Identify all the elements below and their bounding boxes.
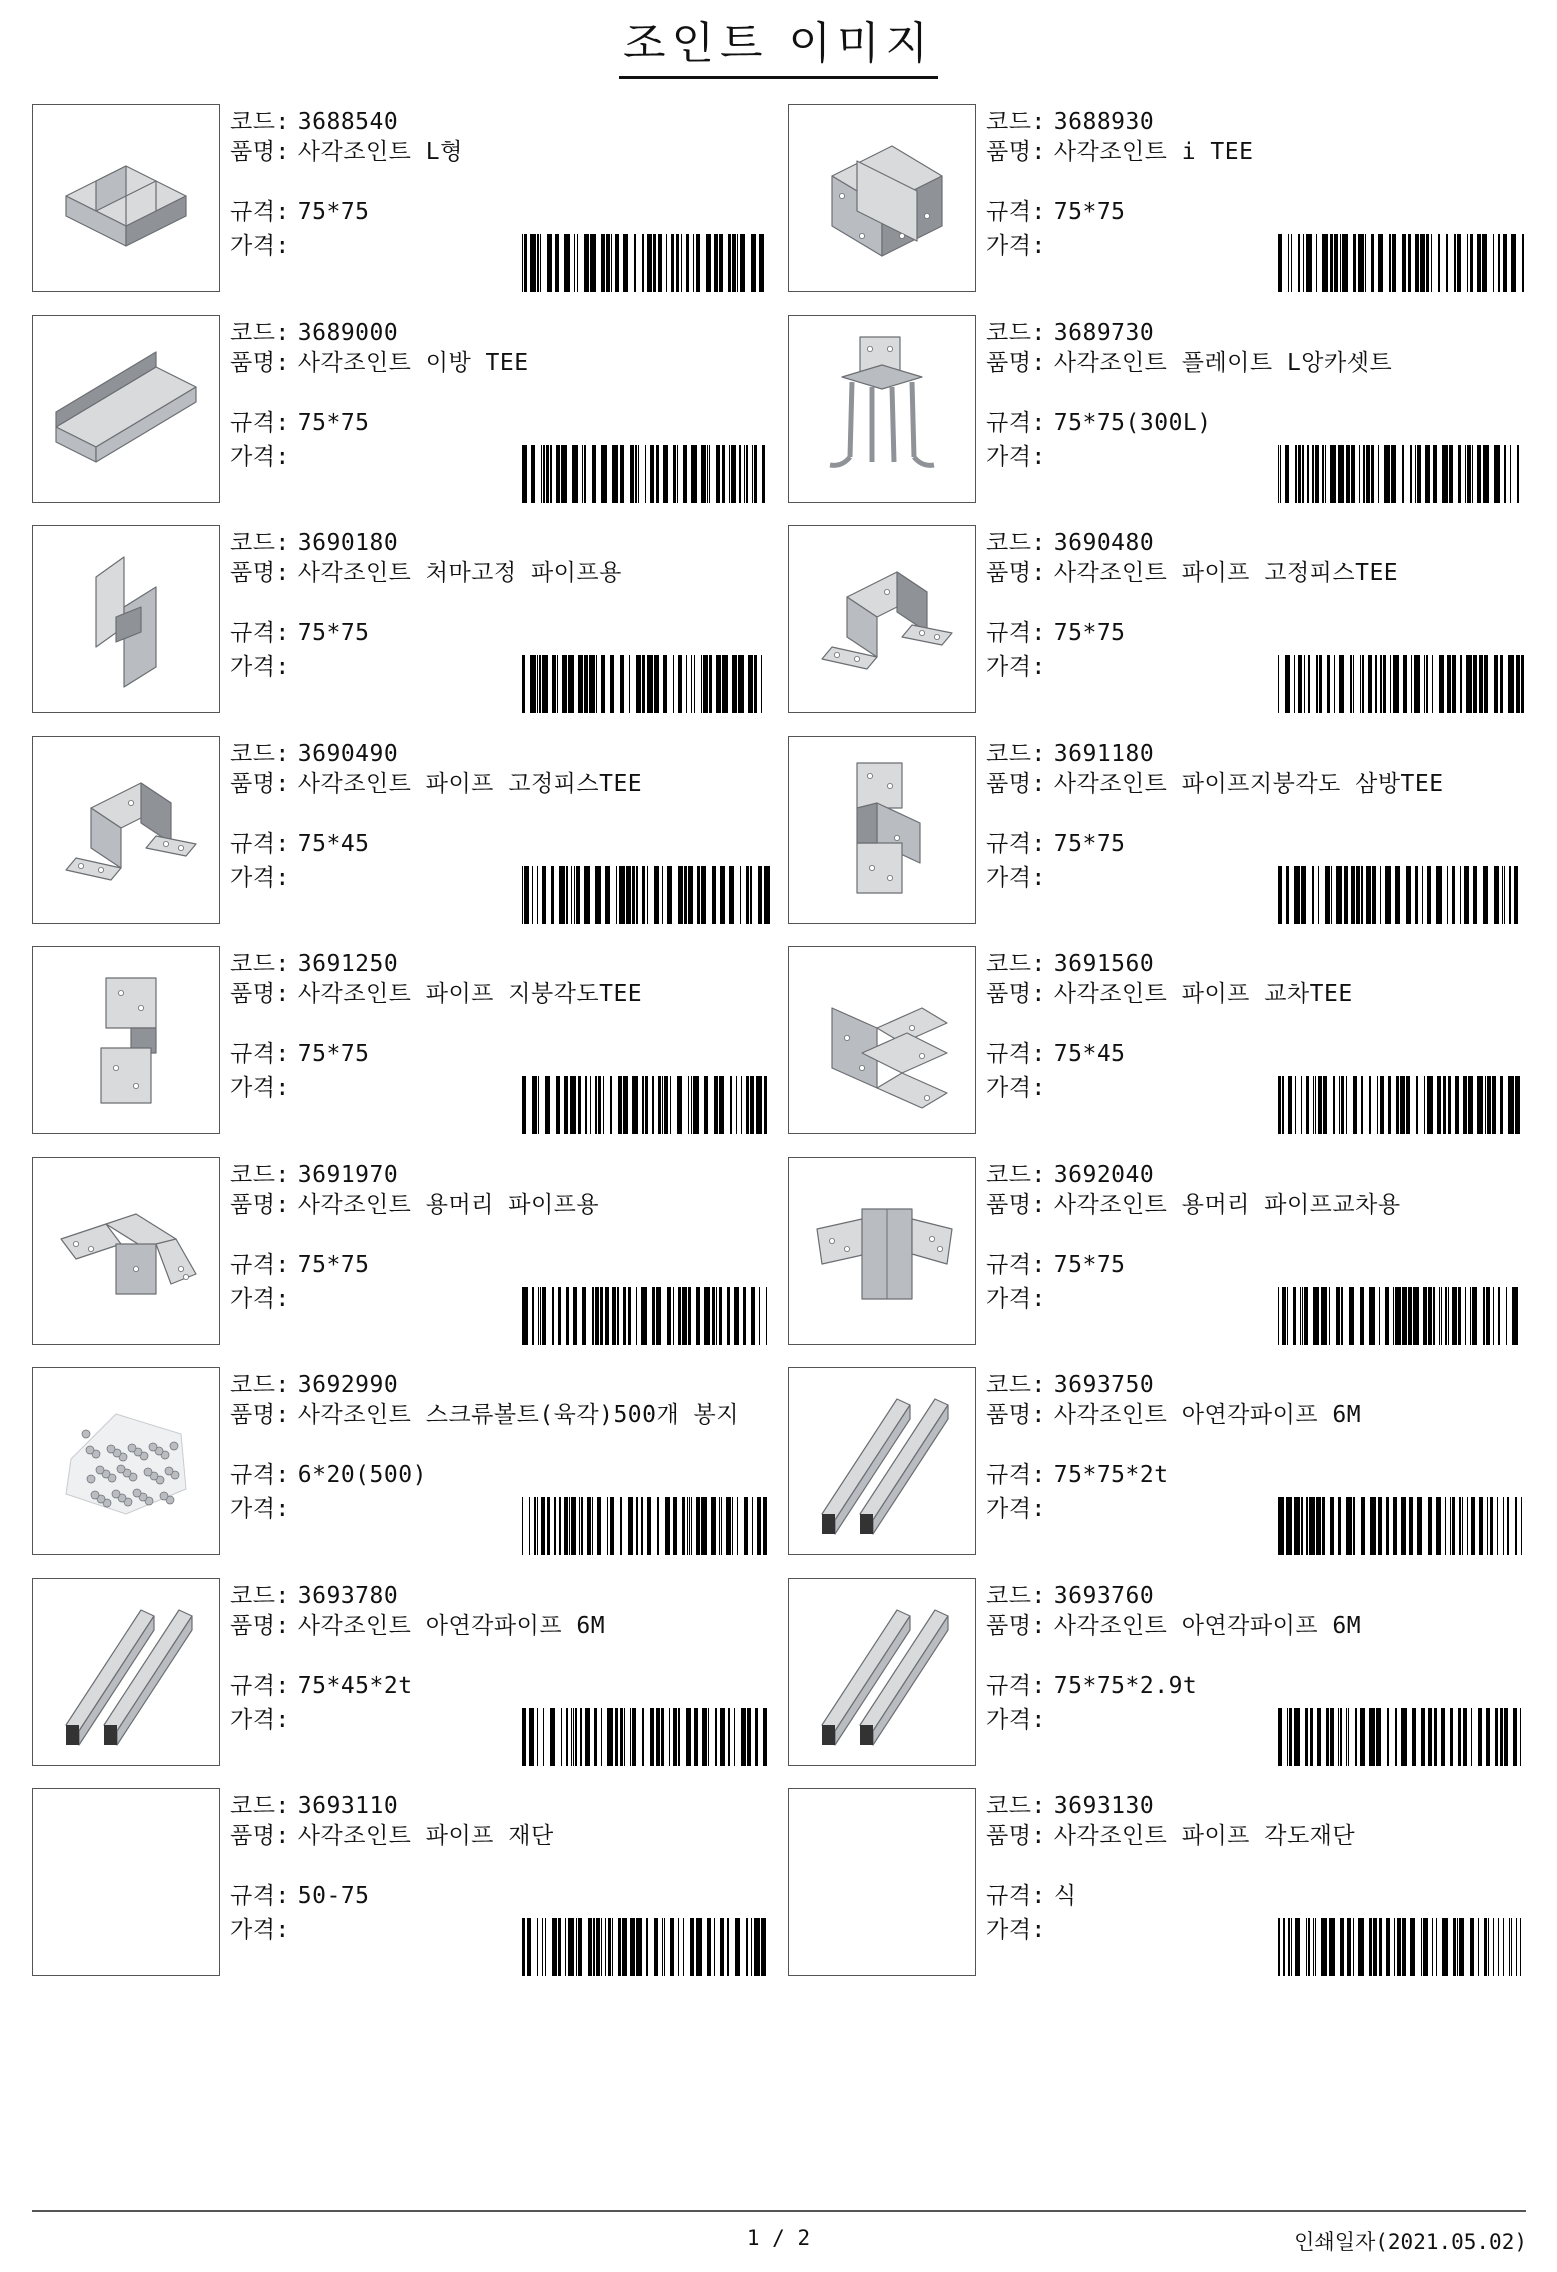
name-label: 품명: [230,1613,290,1639]
square-pipe-icon [802,1379,962,1543]
name-label: 품명: [986,1823,1046,1849]
price-line [986,1074,1054,1102]
price-line [986,864,1054,892]
price-line [986,232,1054,260]
spec-value: 75*75*2.9t [1053,1673,1198,1699]
page-number: 1 / 2 [746,2226,811,2250]
name-label: 품명: [230,1823,290,1849]
name-line [986,770,1506,798]
price-label: 가격: [230,654,290,680]
code-label: 코드: [230,951,290,977]
eave-bracket-icon [46,537,206,701]
name-label: 품명: [986,350,1046,376]
spec-line [986,619,1126,647]
price-label: 가격: [986,1917,1046,1943]
name-line [230,349,750,377]
barcode [522,445,770,503]
code-label: 코드: [986,530,1046,556]
spec-line [986,1882,1077,1910]
ridge-cross-bracket-icon [802,1169,962,1333]
name-value: 사각조인트 플레이트 L앙카셋트 [1053,350,1393,376]
code-value: 3693750 [1053,1372,1155,1398]
name-label: 품명: [986,1192,1046,1218]
product-item [32,736,787,926]
name-value: 사각조인트 스크류볼트(육각)500개 봉지 [297,1402,739,1428]
name-value: 사각조인트 아연각파이프 6M [1053,1402,1362,1428]
product-thumbnail [32,1788,220,1976]
code-value: 3689000 [297,320,399,346]
spec-value: 50-75 [297,1883,370,1909]
code-label: 코드: [986,320,1046,346]
spec-label: 규격: [986,1041,1046,1067]
product-thumbnail [32,315,220,503]
price-value [1046,865,1054,891]
price-line [230,1916,298,1944]
code-value: 3692990 [297,1372,399,1398]
code-label: 코드: [230,530,290,556]
barcode [1278,655,1526,713]
product-item [32,525,787,715]
footer-divider [32,2210,1526,2212]
product-item [32,946,787,1136]
price-value [290,233,298,259]
name-value: 사각조인트 파이프 지붕각도TEE [297,981,643,1007]
name-label: 품명: [986,1613,1046,1639]
name-label: 품명: [986,981,1046,1007]
name-value: 사각조인트 파이프 고정피스TEE [297,771,643,797]
code-label: 코드: [230,1793,290,1819]
price-value [290,1917,298,1943]
code-value: 3693110 [297,1793,399,1819]
price-label: 가격: [986,865,1046,891]
price-line [230,1495,298,1523]
product-thumbnail [788,315,976,503]
name-value: 사각조인트 처마고정 파이프용 [297,560,622,586]
price-line [230,232,298,260]
price-line [230,1074,298,1102]
spec-line [230,1461,427,1489]
product-item [788,1367,1543,1557]
product-item [788,525,1543,715]
name-line [230,1191,750,1219]
name-label: 품명: [986,560,1046,586]
product-item [788,946,1543,1136]
ridge-bracket-icon [46,1169,206,1333]
spec-value: 75*75 [1053,620,1126,646]
name-value: 사각조인트 아연각파이프 6M [1053,1613,1362,1639]
name-label: 품명: [230,771,290,797]
price-value [290,1496,298,1522]
price-value [1046,1707,1054,1733]
product-thumbnail [788,525,976,713]
code-label: 코드: [986,1162,1046,1188]
spec-label: 규격: [230,831,290,857]
product-thumbnail [788,1788,976,1976]
price-label: 가격: [230,233,290,259]
spec-line [986,1251,1126,1279]
code-value: 3691970 [297,1162,399,1188]
spec-label: 규격: [986,410,1046,436]
name-value: 사각조인트 파이프지붕각도 삼방TEE [1053,771,1444,797]
code-value: 3689730 [1053,320,1155,346]
spec-label: 규격: [986,620,1046,646]
spec-label: 규격: [986,1252,1046,1278]
code-value: 3693130 [1053,1793,1155,1819]
page-title: 조인트 이미지 [0,14,1557,79]
code-line [230,1582,398,1610]
price-line [986,1495,1054,1523]
name-value: 사각조인트 파이프 재단 [297,1823,554,1849]
price-label: 가격: [986,1707,1046,1733]
name-line [986,1191,1506,1219]
spec-line [230,830,370,858]
spec-value: 75*75(300L) [1053,410,1212,436]
price-label: 가격: [230,444,290,470]
product-item [32,1157,787,1347]
name-label: 품명: [230,1192,290,1218]
spec-value: 75*75*2t [1053,1462,1169,1488]
barcode [522,234,770,292]
spec-value: 75*75 [297,620,370,646]
barcode [1278,1287,1526,1345]
name-line [986,559,1506,587]
code-label: 코드: [986,109,1046,135]
code-label: 코드: [230,320,290,346]
code-label: 코드: [986,1793,1046,1819]
l-joint-icon [46,116,206,280]
spec-line [986,198,1126,226]
code-label: 코드: [230,1372,290,1398]
code-line [230,1792,398,1820]
product-thumbnail [32,104,220,292]
code-value: 3692040 [1053,1162,1155,1188]
barcode [1278,445,1526,503]
price-value [290,1707,298,1733]
code-value: 3693760 [1053,1583,1155,1609]
price-label: 가격: [986,654,1046,680]
product-item [32,104,787,294]
code-label: 코드: [986,951,1046,977]
code-line [230,319,398,347]
spec-value: 75*45 [1053,1041,1126,1067]
name-line [986,1822,1506,1850]
spec-value: 6*20(500) [297,1462,427,1488]
product-item [32,1788,787,1978]
spec-value: 식 [1053,1883,1077,1909]
code-value: 3691250 [297,951,399,977]
barcode [1278,1918,1526,1976]
roof-angle-tee-icon [802,748,962,912]
price-label: 가격: [986,1496,1046,1522]
price-line [230,1706,298,1734]
barcode [522,655,770,713]
product-item [788,1788,1543,1978]
anchor-plate-icon [802,327,962,491]
screw-bag-icon [46,1379,206,1543]
barcode [522,1076,770,1134]
product-thumbnail [788,946,976,1134]
name-line [986,138,1506,166]
name-line [230,770,750,798]
name-label: 품명: [986,139,1046,165]
spec-line [230,619,370,647]
cross-tee-icon [802,958,962,1122]
code-line [986,529,1154,557]
name-line [230,1822,750,1850]
price-label: 가격: [230,865,290,891]
spec-line [230,1882,370,1910]
spec-label: 규격: [230,1883,290,1909]
code-value: 3688930 [1053,109,1155,135]
spec-line [230,1672,413,1700]
code-label: 코드: [986,1583,1046,1609]
price-line [986,1706,1054,1734]
code-label: 코드: [230,1583,290,1609]
name-value: 사각조인트 파이프 각도재단 [1053,1823,1356,1849]
barcode [522,1497,770,1555]
price-label: 가격: [230,1075,290,1101]
product-item [788,1578,1543,1768]
name-label: 품명: [230,350,290,376]
square-pipe-icon [802,1590,962,1754]
print-date: 인쇄일자(2021.05.02) [1294,2230,1527,2254]
code-line [230,950,398,978]
product-thumbnail [32,525,220,713]
price-value [1046,1496,1054,1522]
barcode [1278,234,1526,292]
product-item [788,104,1543,294]
barcode [1278,1076,1526,1134]
product-thumbnail [32,1157,220,1345]
barcode [1278,1497,1526,1555]
spec-line [230,1251,370,1279]
code-value: 3693780 [297,1583,399,1609]
spec-value: 75*75 [1053,831,1126,857]
product-thumbnail [788,1578,976,1766]
name-value: 사각조인트 용머리 파이프교차용 [1053,1192,1401,1218]
spec-value: 75*75 [297,410,370,436]
code-line [986,1582,1154,1610]
price-value [1046,444,1054,470]
price-value [1046,1075,1054,1101]
code-line [986,319,1154,347]
code-line [986,1792,1154,1820]
spec-line [986,830,1126,858]
product-item [32,1578,787,1768]
roof-angle-bracket-icon [46,958,206,1122]
price-line [986,653,1054,681]
price-line [230,653,298,681]
code-value: 3690490 [297,741,399,767]
code-line [230,1161,398,1189]
price-label: 가격: [986,233,1046,259]
barcode [522,1287,770,1345]
spec-line [230,409,370,437]
code-label: 코드: [230,741,290,767]
price-value [1046,233,1054,259]
code-line [986,950,1154,978]
name-value: 사각조인트 L형 [297,139,463,165]
name-label: 품명: [230,139,290,165]
name-line [986,1612,1506,1640]
spec-label: 규격: [986,831,1046,857]
spec-label: 규격: [230,1041,290,1067]
code-value: 3691180 [1053,741,1155,767]
price-value [1046,1917,1054,1943]
name-value: 사각조인트 이방 TEE [297,350,529,376]
spec-label: 규격: [230,1462,290,1488]
name-line [986,349,1506,377]
price-value [290,444,298,470]
code-value: 3690480 [1053,530,1155,556]
code-line [986,740,1154,768]
code-line [230,529,398,557]
name-label: 품명: [986,1402,1046,1428]
spec-line [230,198,370,226]
spec-value: 75*45*2t [297,1673,413,1699]
code-label: 코드: [230,109,290,135]
spec-label: 규격: [230,620,290,646]
price-label: 가격: [986,1286,1046,1312]
barcode [522,866,770,924]
price-value [290,1075,298,1101]
name-label: 품명: [986,771,1046,797]
product-thumbnail [32,1367,220,1555]
price-value [290,654,298,680]
product-thumbnail [788,104,976,292]
name-label: 품명: [230,981,290,1007]
price-label: 가격: [230,1496,290,1522]
price-label: 가격: [986,444,1046,470]
product-item [32,1367,787,1557]
name-line [230,1401,750,1429]
code-line [986,1371,1154,1399]
spec-label: 규격: [230,1252,290,1278]
name-line [230,559,750,587]
name-value: 사각조인트 파이프 교차TEE [1053,981,1353,1007]
name-line [230,1612,750,1640]
product-thumbnail [32,946,220,1134]
price-line [230,864,298,892]
spec-value: 75*75 [297,1041,370,1067]
name-value: 사각조인트 파이프 고정피스TEE [1053,560,1399,586]
product-thumbnail [788,1157,976,1345]
code-value: 3690180 [297,530,399,556]
code-label: 코드: [986,741,1046,767]
name-label: 품명: [230,1402,290,1428]
price-line [986,1916,1054,1944]
spec-line [986,1461,1169,1489]
price-value [1046,1286,1054,1312]
spec-label: 규격: [986,199,1046,225]
spec-label: 규격: [986,1883,1046,1909]
spec-label: 규격: [230,410,290,436]
code-line [230,740,398,768]
barcode [522,1708,770,1766]
code-line [230,1371,398,1399]
code-value: 3691560 [1053,951,1155,977]
spec-label: 규격: [230,199,290,225]
barcode [1278,866,1526,924]
price-value [290,1286,298,1312]
spec-label: 규격: [230,1673,290,1699]
price-line [230,1285,298,1313]
code-line [230,108,398,136]
price-label: 가격: [230,1917,290,1943]
name-line [986,1401,1506,1429]
u-saddle-icon [802,537,962,701]
name-value: 사각조인트 용머리 파이프용 [297,1192,600,1218]
channel-joint-icon [46,327,206,491]
price-value [1046,654,1054,680]
product-item [32,315,787,505]
price-label: 가격: [986,1075,1046,1101]
code-line [986,1161,1154,1189]
product-thumbnail [32,1578,220,1766]
price-line [986,443,1054,471]
product-item [788,1157,1543,1347]
spec-line [986,1040,1126,1068]
barcode [1278,1708,1526,1766]
square-pipe-icon [46,1590,206,1754]
code-label: 코드: [230,1162,290,1188]
spec-value: 75*75 [1053,199,1126,225]
code-value: 3688540 [297,109,399,135]
name-line [230,138,750,166]
name-value: 사각조인트 아연각파이프 6M [297,1613,606,1639]
spec-value: 75*75 [297,199,370,225]
code-label: 코드: [986,1372,1046,1398]
spec-line [230,1040,370,1068]
price-label: 가격: [230,1286,290,1312]
spec-line [986,409,1212,437]
spec-value: 75*75 [297,1252,370,1278]
product-thumbnail [32,736,220,924]
name-line [230,980,750,1008]
barcode [522,1918,770,1976]
price-value [290,865,298,891]
price-line [230,443,298,471]
price-label: 가격: [230,1707,290,1733]
code-line [986,108,1154,136]
name-label: 품명: [230,560,290,586]
name-line [986,980,1506,1008]
spec-label: 규격: [986,1462,1046,1488]
price-line [986,1285,1054,1313]
spec-value: 75*75 [1053,1252,1126,1278]
spec-line [986,1672,1197,1700]
i-tee-joint-icon [802,116,962,280]
product-thumbnail [788,736,976,924]
spec-value: 75*45 [297,831,370,857]
name-value: 사각조인트 i TEE [1053,139,1254,165]
u-saddle-icon [46,748,206,912]
product-item [788,736,1543,926]
spec-label: 규격: [986,1673,1046,1699]
product-thumbnail [788,1367,976,1555]
product-item [788,315,1543,505]
